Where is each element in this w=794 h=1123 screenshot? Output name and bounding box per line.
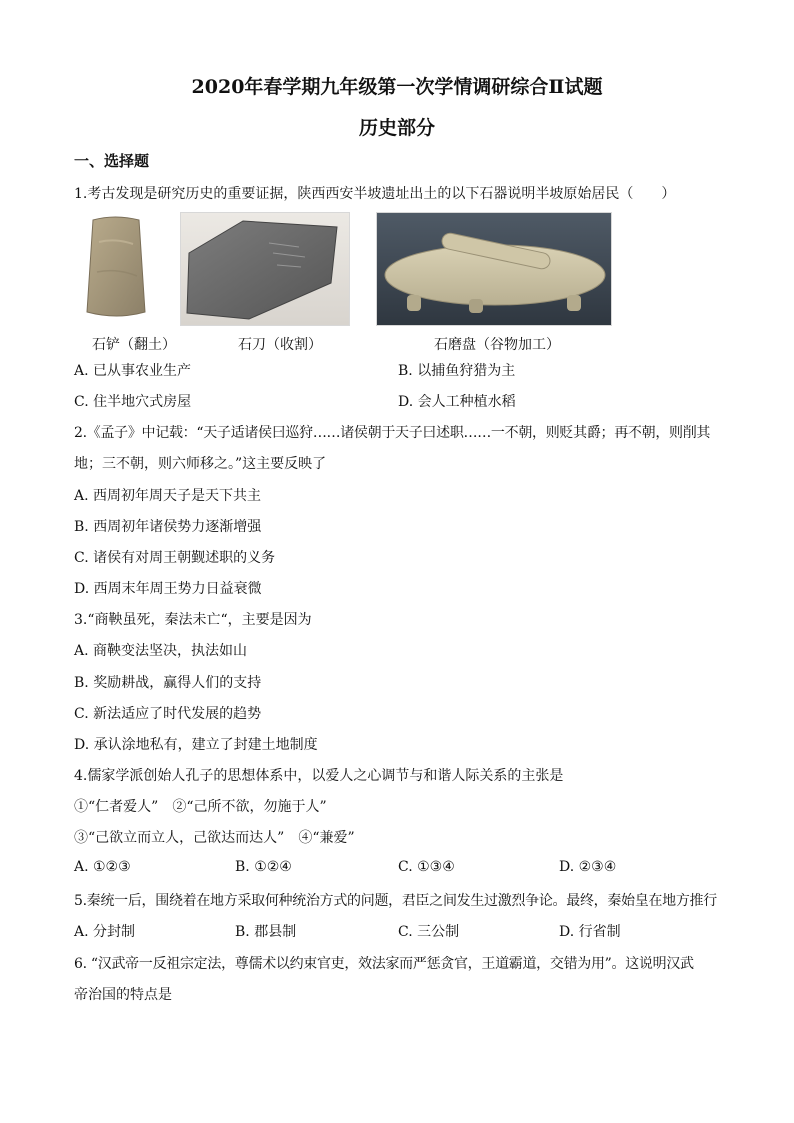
question-6-stem-line1: 6. “汉武帝一反祖宗定法，尊儒术以约束官吏，效法家而严惩贪官，王道霸道，交错为用”。这说明汉武 [74, 956, 694, 972]
q3-option-d: D. 承认涂地私有，建立了封建土地制度 [74, 737, 318, 753]
q1-option-d: D. 会人工种植水稻 [398, 394, 516, 410]
q3-option-a: A. 商鞅变法坚决，执法如山 [74, 643, 248, 659]
exam-title: 2020年春学期九年级第一次学情调研综合Ⅱ试题 [191, 76, 603, 98]
stone-knife-image [180, 212, 350, 326]
q1-option-b: B. 以捕鱼狩猎为主 [398, 363, 516, 379]
q5-option-b: B. 郡县制 [235, 924, 297, 940]
question-4-items-line1: ①“仁者爱人” ②“己所不欲，勿施于人” [74, 799, 327, 815]
q2-option-d: D. 西周末年周王势力日益衰微 [74, 581, 262, 597]
q2-option-c: C. 诸侯有对周王朝觐述职的义务 [74, 550, 276, 566]
stone-shovel-image [77, 212, 153, 324]
q4-option-b: B. ①②④ [235, 859, 292, 875]
q5-option-a: A. 分封制 [74, 924, 136, 940]
q2-option-b: B. 西周初年诸侯势力逐渐增强 [74, 519, 262, 535]
question-3-stem: 3.“商鞅虽死，秦法未亡“，主要是因为 [74, 612, 312, 628]
q2-option-a: A. 西周初年周天子是天下共主 [74, 488, 262, 504]
exam-subtitle: 历史部分 [358, 117, 435, 139]
stone-knife-caption: 石刀（收割） [238, 337, 322, 353]
q4-option-a: A. ①②③ [74, 859, 131, 875]
question-4-items-line2: ③“己欲立而立人，己欲达而达人” ④“兼爱” [74, 830, 355, 846]
question-6-stem-line2: 帝治国的特点是 [74, 987, 172, 1003]
q5-option-c: C. 三公制 [398, 924, 460, 940]
stone-shovel-caption: 石铲（翻土） [92, 337, 176, 353]
q4-option-d: D. ②③④ [559, 859, 617, 875]
q1-option-a: A. 已从事农业生产 [74, 363, 192, 379]
question-2-stem-line1: 2.《孟子》中记载：“天子适诸侯曰巡狩……诸侯朝于天子曰述职……一不朝，则贬其爵；再不朝，则削其 [74, 425, 711, 441]
q1-option-c: C. 住半地穴式房屋 [74, 394, 192, 410]
grinding-slab-caption: 石磨盘（谷物加工） [434, 337, 560, 353]
question-2-stem-line2: 地；三不朝，则六师移之。”这主要反映了 [74, 456, 327, 472]
question-5-stem: 5.秦统一后，围绕着在地方采取何种统治方式的问题，君臣之间发生过激烈争论。最终，秦始皇在地方推行 [74, 893, 717, 909]
q5-option-d: D. 行省制 [559, 924, 621, 940]
question-4-stem: 4.儒家学派创始人孔子的思想体系中，以爱人之心调节与和谐人际关系的主张是 [74, 768, 564, 784]
question-1-stem: 1.考古发现是研究历史的重要证据，陕西西安半坡遗址出土的以下石器说明半坡原始居民（ ） [74, 186, 676, 202]
section-heading: 一、选择题 [74, 152, 150, 170]
q4-option-c: C. ①③④ [398, 859, 455, 875]
q3-option-b: B. 奖励耕战，赢得人们的支持 [74, 675, 262, 691]
grinding-slab-image [376, 212, 612, 326]
q3-option-c: C. 新法适应了时代发展的趋势 [74, 706, 262, 722]
